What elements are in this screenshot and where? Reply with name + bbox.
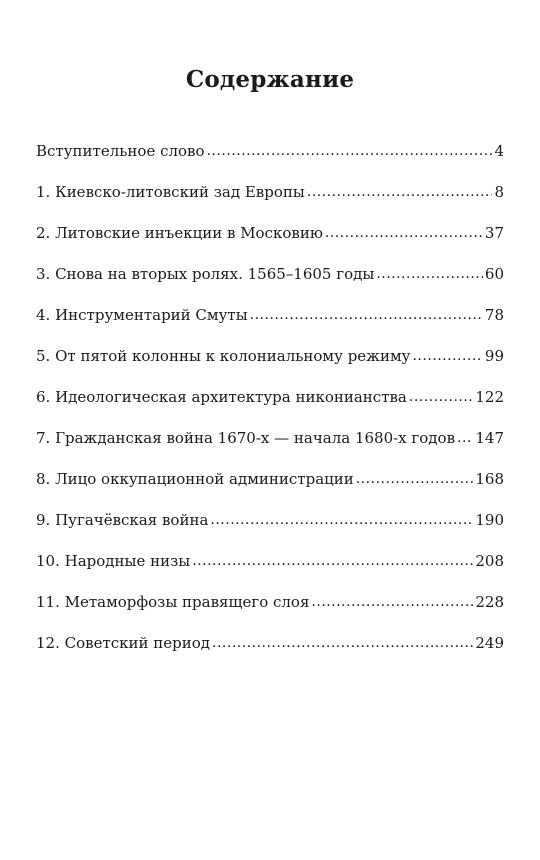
dot-leader [356,469,474,489]
dot-leader [307,182,493,202]
toc-entry-title: 4. Инструментарий Смуты [36,306,248,324]
dot-leader [207,141,493,161]
toc-entry-title: 1. Киевско-литовский зад Европы [36,183,305,201]
dot-leader [412,346,482,366]
toc-entry-page-number: 208 [475,552,504,570]
toc-entry-page-number: 249 [475,634,504,652]
dot-leader [325,223,483,243]
toc-entry-chapter-11[interactable] [36,592,504,633]
dot-leader [212,633,473,653]
toc-entry-title: Вступительное слово [36,142,205,160]
toc-entry-title: 12. Советский период [36,634,211,652]
toc-entry-chapter-4[interactable] [36,305,504,346]
toc-entry-chapter-7[interactable] [36,428,504,469]
toc-entry-page-number: 78 [484,306,504,324]
toc-entry-title: 11. Метаморфозы правящего слоя [36,593,310,611]
dot-leader [250,305,483,325]
toc-entry-chapter-10[interactable] [36,551,504,592]
toc-entry-title: 8. Лицо оккупационной администрации [36,470,354,488]
toc-entry-title: 7. Гражданская война 1670-х — начала 1680-х годов [36,429,456,447]
toc-entry-chapter-8[interactable] [36,469,504,510]
toc-entry-page-number: 190 [475,511,504,529]
toc-entry-page-number: 4 [494,142,504,160]
toc-entry-title: 9. Пугачёвская война [36,511,209,529]
dot-leader [376,264,483,284]
toc-entry-chapter-2[interactable] [36,223,504,264]
toc-entry-title: 5. От пятой колонны к колониальному режиму [36,347,411,365]
toc-entry-chapter-6[interactable] [36,387,504,428]
dot-leader [210,510,473,530]
toc-entry-page-number: 147 [475,429,504,447]
page-title: Содержание [185,66,355,93]
toc-entry-chapter-1[interactable] [36,182,504,223]
toc-entry-chapter-5[interactable] [36,346,504,387]
toc-entry-title: 6. Идеологическая архитектура никонианства [36,388,407,406]
toc-entry-page-number: 168 [475,470,504,488]
toc-entry-chapter-9[interactable] [36,510,504,551]
toc-entry-title: 10. Народные низы [36,552,191,570]
toc-entry-intro[interactable] [36,141,504,182]
toc-entry-page-number: 99 [484,347,504,365]
toc-entry-title: 2. Литовские инъекции в Московию [36,224,323,242]
dot-leader [311,592,473,612]
toc-entry-page-number: 60 [484,265,504,283]
dot-leader [192,551,473,571]
toc-entry-chapter-12[interactable] [36,633,504,674]
toc-entry-page-number: 8 [494,183,504,201]
toc-entry-page-number: 122 [475,388,504,406]
dot-leader [409,387,473,407]
toc-entry-title: 3. Снова на вторых ролях. 1565–1605 годы [36,265,375,283]
dot-leader [457,428,473,448]
toc-entry-page-number: 228 [475,593,504,611]
toc-entry-page-number: 37 [484,224,504,242]
toc-entry-chapter-3[interactable] [36,264,504,305]
table-of-contents [36,141,504,674]
